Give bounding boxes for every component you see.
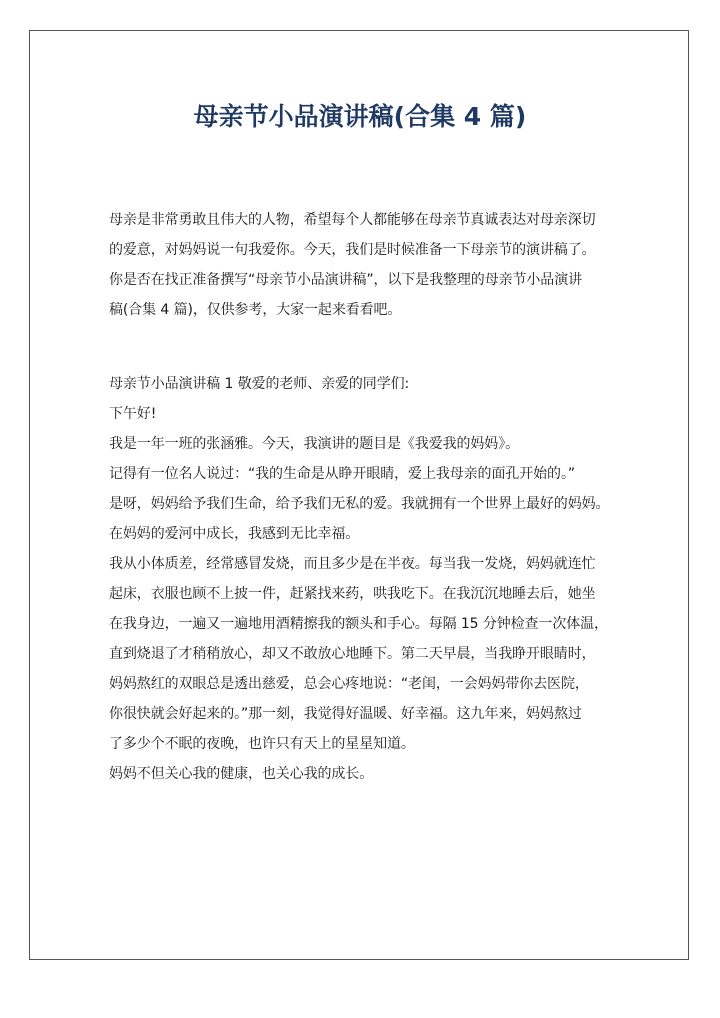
body-line-12: 你很快就会好起来的。”那一刻，我觉得好温暖、好幸福。这九年来，妈妈熬过 [109, 706, 582, 722]
body-line-4: 记得有一位名人说过：“我的生命是从睁开眼睛，爱上我母亲的面孔开始的。” [109, 466, 576, 482]
body-line-10: 直到烧退了才稍稍放心，却又不敢放心地睡下。第二天早晨，当我睁开眼睛时， [109, 646, 596, 662]
intro-line-1: 母亲是非常勇敢且伟大的人物，希望每个人都能够在母亲节真诚表达对母亲深切 [109, 212, 596, 228]
body-line-13: 了多少个不眠的夜晚，也许只有天上的星星知道。 [109, 736, 415, 752]
intro-line-4: 稿(合集 4 篇)，仅供参考，大家一起来看看吧。 [109, 302, 402, 318]
body-line-9: 在我身边，一遍又一遍地用酒精擦我的额头和手心。每隔 15 分钟检查一次体温， [109, 616, 608, 632]
document-body [109, 205, 625, 789]
speech-heading: 母亲节小品演讲稿 1 敬爱的老师、亲爱的同学们: [109, 376, 410, 392]
body-line-3: 我是一年一班的张涵雅。今天，我演讲的题目是《我爱我的妈妈》。 [109, 436, 519, 452]
document-title: 母亲节小品演讲稿(合集 4 篇) [193, 102, 527, 131]
intro-line-2: 的爱意，对妈妈说一句我爱你。今天，我们是时候准备一下母亲节的演讲稿了。 [109, 242, 596, 258]
body-line-14: 妈妈不但关心我的健康，也关心我的成长。 [109, 766, 374, 782]
greeting-line: 下午好! [109, 406, 157, 422]
intro-paragraph [109, 205, 625, 325]
body-line-7: 我从小体质差，经常感冒发烧，而且多少是在半夜。每当我一发烧，妈妈就连忙 [109, 556, 596, 572]
paragraph-gap [109, 325, 625, 369]
intro-line-3: 你是否在找正准备撰写“母亲节小品演讲稿”，以下是我整理的母亲节小品演讲 [109, 272, 583, 288]
body-line-8: 起床，衣服也顾不上披一件，赶紧找来药，哄我吃下。在我沉沉地睡去后，她坐 [109, 586, 596, 602]
body-line-11: 妈妈熬红的双眼总是透出慈爱，总会心疼地说：“老闺，一会妈妈带你去医院， [109, 676, 589, 692]
body-line-6: 在妈妈的爱河中成长，我感到无比幸福。 [109, 526, 360, 542]
speech-paragraph [109, 369, 625, 789]
body-line-5: 是呀，妈妈给予我们生命，给予我们无私的爱。我就拥有一个世界上最好的妈妈。 [109, 496, 610, 512]
